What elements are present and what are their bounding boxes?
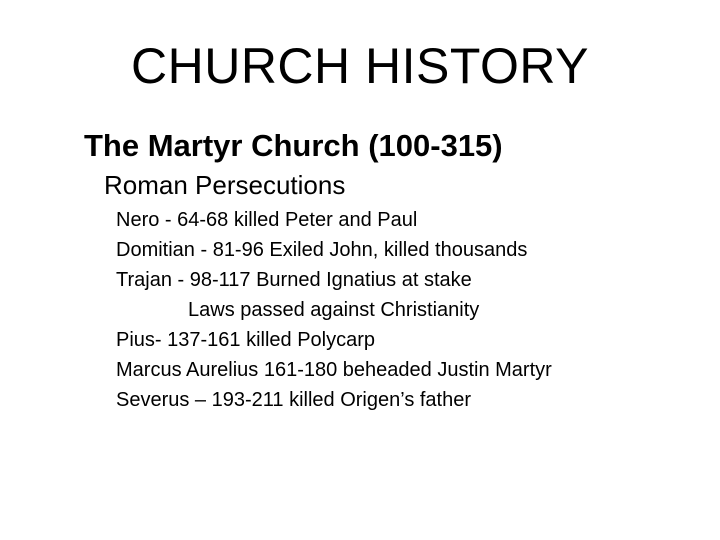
list-item-marcus-aurelius: Marcus Aurelius 161-180 beheaded Justin Martyr — [116, 359, 552, 381]
persecutions-list — [116, 205, 552, 415]
list-item-trajan: Trajan - 98-117 Burned Ignatius at stake — [116, 269, 472, 291]
list-item-pius: Pius- 137-161 killed Polycarp — [116, 329, 376, 351]
section-subheading: Roman Persecutions — [104, 170, 346, 200]
section-heading: The Martyr Church (100-315) — [84, 128, 503, 163]
list-item-domitian: Domitian - 81-96 Exiled John, killed thousands — [116, 239, 528, 261]
list-item-severus: Severus – 193-211 killed Origen’s father — [116, 389, 472, 411]
list-item-laws: Laws passed against Christianity — [188, 299, 480, 321]
list-item-nero: Nero - 64-68 killed Peter and Paul — [116, 209, 418, 231]
slide-title: CHURCH HISTORY — [131, 38, 589, 94]
